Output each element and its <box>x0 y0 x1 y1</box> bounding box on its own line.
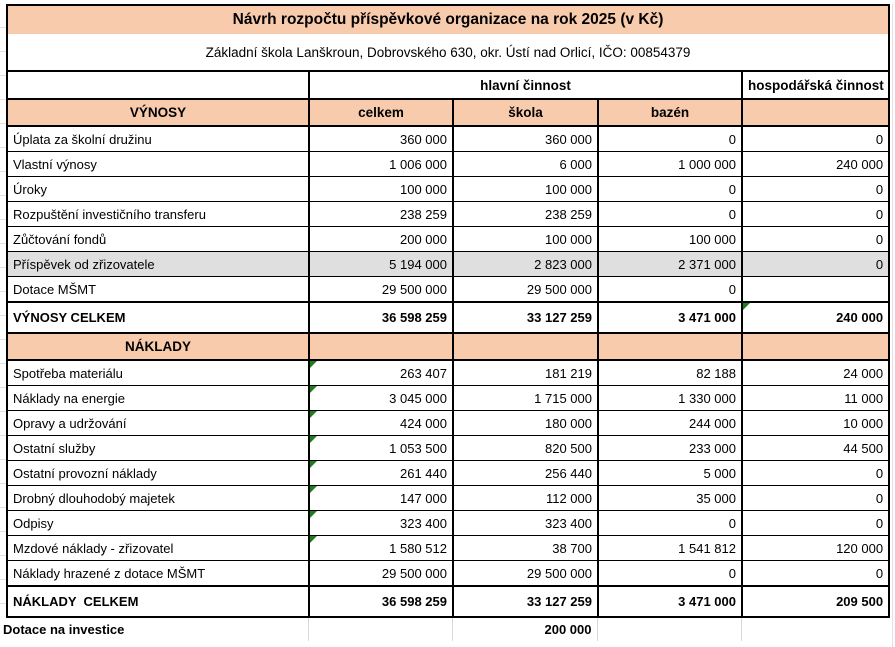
value-cell: 0 <box>742 202 889 227</box>
value-cell <box>309 486 453 511</box>
value-cell: 0 <box>742 126 889 152</box>
value-cell: 82 188 <box>598 360 742 386</box>
value-cell: 0 <box>598 561 742 587</box>
cell-value: 147 000 <box>400 490 447 506</box>
value-cell: 2 371 000 <box>598 252 742 277</box>
value-cell: 100 000 <box>453 177 598 202</box>
footer-value-cell <box>597 618 741 641</box>
value-cell: 323 400 <box>453 511 598 536</box>
left-gutter-gridlines <box>0 4 6 618</box>
secondary-activity-header: hospodářská činnost <box>742 71 889 99</box>
value-cell: 0 <box>742 486 889 511</box>
total-value-cell: 36 598 259 <box>309 586 453 617</box>
value-cell: 360 000 <box>453 126 598 152</box>
cell-value: 3 045 000 <box>389 390 447 406</box>
value-cell: 6 000 <box>453 152 598 177</box>
value-cell: 38 700 <box>453 536 598 561</box>
value-cell: 112 000 <box>453 486 598 511</box>
column-header: bazén <box>598 99 742 126</box>
footer-value-cell <box>741 618 888 641</box>
footer-value-cell <box>308 618 452 641</box>
value-cell: 238 259 <box>453 202 598 227</box>
value-cell: 29 500 000 <box>453 561 598 587</box>
value-cell: 2 823 000 <box>453 252 598 277</box>
error-indicator-icon <box>310 436 317 443</box>
row-label: Odpisy <box>7 511 309 536</box>
value-cell: 0 <box>742 177 889 202</box>
budget-table <box>6 4 890 618</box>
value-cell: 0 <box>598 277 742 303</box>
table-row <box>7 461 889 486</box>
total-value-cell: 33 127 259 <box>453 586 598 617</box>
value-cell: 1 715 000 <box>453 386 598 411</box>
row-label: Vlastní výnosy <box>7 152 309 177</box>
row-label: Ostatní provozní náklady <box>7 461 309 486</box>
value-cell: 820 500 <box>453 436 598 461</box>
value-cell: 181 219 <box>453 360 598 386</box>
cell-value: 1 580 512 <box>389 540 447 556</box>
footer-label: Dotace na investice <box>0 618 308 641</box>
value-cell: 0 <box>598 177 742 202</box>
value-cell: 0 <box>598 511 742 536</box>
table-row <box>7 360 889 386</box>
value-cell: 0 <box>742 252 889 277</box>
footer-value-cell: 200 000 <box>452 618 597 641</box>
row-label: Náklady na energie <box>7 386 309 411</box>
value-cell <box>309 511 453 536</box>
error-indicator-icon <box>310 361 317 368</box>
table-row <box>7 277 889 303</box>
row-label: Drobný dlouhodobý majetek <box>7 486 309 511</box>
row-label: Rozpuštění investičního transferu <box>7 202 309 227</box>
total-label: NÁKLADY CELKEM <box>7 586 309 617</box>
error-indicator-icon <box>310 411 317 418</box>
section-title: NÁKLADY <box>7 333 309 360</box>
right-gridline <box>892 4 893 647</box>
table-row <box>7 436 889 461</box>
cell-value: 1 053 500 <box>389 440 447 456</box>
row-label: Mzdové náklady - zřizovatel <box>7 536 309 561</box>
column-header <box>742 333 889 360</box>
section-total-row <box>7 586 889 617</box>
row-label: Opravy a udržování <box>7 411 309 436</box>
error-indicator-icon <box>310 511 317 518</box>
table-row <box>7 411 889 436</box>
row-label: Úroky <box>7 177 309 202</box>
value-cell: 200 000 <box>309 227 453 252</box>
cell-value: 323 400 <box>400 515 447 531</box>
footer-row <box>0 618 888 641</box>
value-cell: 240 000 <box>742 152 889 177</box>
value-cell: 0 <box>598 202 742 227</box>
table-row <box>7 536 889 561</box>
value-cell: 256 440 <box>453 461 598 486</box>
value-cell: 100 000 <box>598 227 742 252</box>
section-title: VÝNOSY <box>7 99 309 126</box>
table-row <box>7 561 889 587</box>
title-row <box>7 5 889 34</box>
value-cell <box>309 360 453 386</box>
section-header-row <box>7 99 889 126</box>
table-row <box>7 386 889 411</box>
row-label: Náklady hrazené z dotace MŠMT <box>7 561 309 587</box>
total-value-cell: 3 471 000 <box>598 302 742 333</box>
value-cell: 238 259 <box>309 202 453 227</box>
total-value-cell: 209 500 <box>742 586 889 617</box>
table-row <box>7 202 889 227</box>
column-header: celkem <box>309 99 453 126</box>
value-cell: 44 500 <box>742 436 889 461</box>
value-cell <box>309 536 453 561</box>
value-cell: 5 194 000 <box>309 252 453 277</box>
value-cell: 29 500 000 <box>309 277 453 303</box>
main-activity-header: hlavní činnost <box>309 71 742 99</box>
value-cell <box>309 436 453 461</box>
value-cell <box>309 411 453 436</box>
error-indicator-icon <box>310 486 317 493</box>
table-row <box>7 177 889 202</box>
cell-value: 261 440 <box>400 465 447 481</box>
value-cell <box>742 277 889 303</box>
row-label: Spotřeba materiálu <box>7 360 309 386</box>
error-indicator-icon <box>310 536 317 543</box>
value-cell: 100 000 <box>453 227 598 252</box>
column-header <box>309 333 453 360</box>
row-label: Zůčtování fondů <box>7 227 309 252</box>
value-cell: 35 000 <box>598 486 742 511</box>
table-row <box>7 227 889 252</box>
organization-subtitle: Základní škola Lanškroun, Dobrovského 630, okr. Ústí nad Orlicí, IČO: 00854379 <box>7 34 889 71</box>
value-cell: 1 006 000 <box>309 152 453 177</box>
column-group-row <box>7 71 889 99</box>
row-label: Dotace MŠMT <box>7 277 309 303</box>
value-cell: 233 000 <box>598 436 742 461</box>
cell-value: 424 000 <box>400 415 447 431</box>
value-cell: 29 500 000 <box>309 561 453 587</box>
column-header <box>598 333 742 360</box>
total-value-cell: 36 598 259 <box>309 302 453 333</box>
error-indicator-icon <box>743 303 750 310</box>
value-cell: 360 000 <box>309 126 453 152</box>
table-row <box>7 126 889 152</box>
value-cell <box>309 386 453 411</box>
value-cell: 0 <box>742 461 889 486</box>
value-cell: 10 000 <box>742 411 889 436</box>
subtitle-row <box>7 34 889 71</box>
cell-value: 263 407 <box>400 365 447 381</box>
table-row <box>7 252 889 277</box>
total-value-cell: 3 471 000 <box>598 586 742 617</box>
value-cell: 0 <box>742 511 889 536</box>
value-cell: 29 500 000 <box>453 277 598 303</box>
row-label: Příspěvek od zřizovatele <box>7 252 309 277</box>
row-label: Ostatní služby <box>7 436 309 461</box>
column-header: škola <box>453 99 598 126</box>
value-cell: 11 000 <box>742 386 889 411</box>
total-label: VÝNOSY CELKEM <box>7 302 309 333</box>
row-label: Úplata za školní družinu <box>7 126 309 152</box>
total-value-cell <box>742 302 889 333</box>
value-cell: 244 000 <box>598 411 742 436</box>
value-cell: 0 <box>598 126 742 152</box>
cell-value: 240 000 <box>836 310 884 325</box>
value-cell: 0 <box>742 561 889 587</box>
value-cell: 1 000 000 <box>598 152 742 177</box>
column-header <box>742 99 889 126</box>
table-row <box>7 152 889 177</box>
footer-table <box>0 618 888 641</box>
total-value-cell: 33 127 259 <box>453 302 598 333</box>
value-cell <box>309 461 453 486</box>
value-cell: 0 <box>742 227 889 252</box>
table-row <box>7 511 889 536</box>
column-header <box>453 333 598 360</box>
empty-header-cell <box>7 71 309 99</box>
value-cell: 180 000 <box>453 411 598 436</box>
budget-sheet <box>0 4 895 641</box>
value-cell: 5 000 <box>598 461 742 486</box>
table-row <box>7 486 889 511</box>
error-indicator-icon <box>310 386 317 393</box>
page-title: Návrh rozpočtu příspěvkové organizace na rok 2025 (v Kč) <box>7 5 889 34</box>
section-total-row <box>7 302 889 333</box>
section-header-row <box>7 333 889 360</box>
error-indicator-icon <box>310 461 317 468</box>
value-cell: 1 330 000 <box>598 386 742 411</box>
value-cell: 1 541 812 <box>598 536 742 561</box>
value-cell: 100 000 <box>309 177 453 202</box>
value-cell: 120 000 <box>742 536 889 561</box>
value-cell: 24 000 <box>742 360 889 386</box>
